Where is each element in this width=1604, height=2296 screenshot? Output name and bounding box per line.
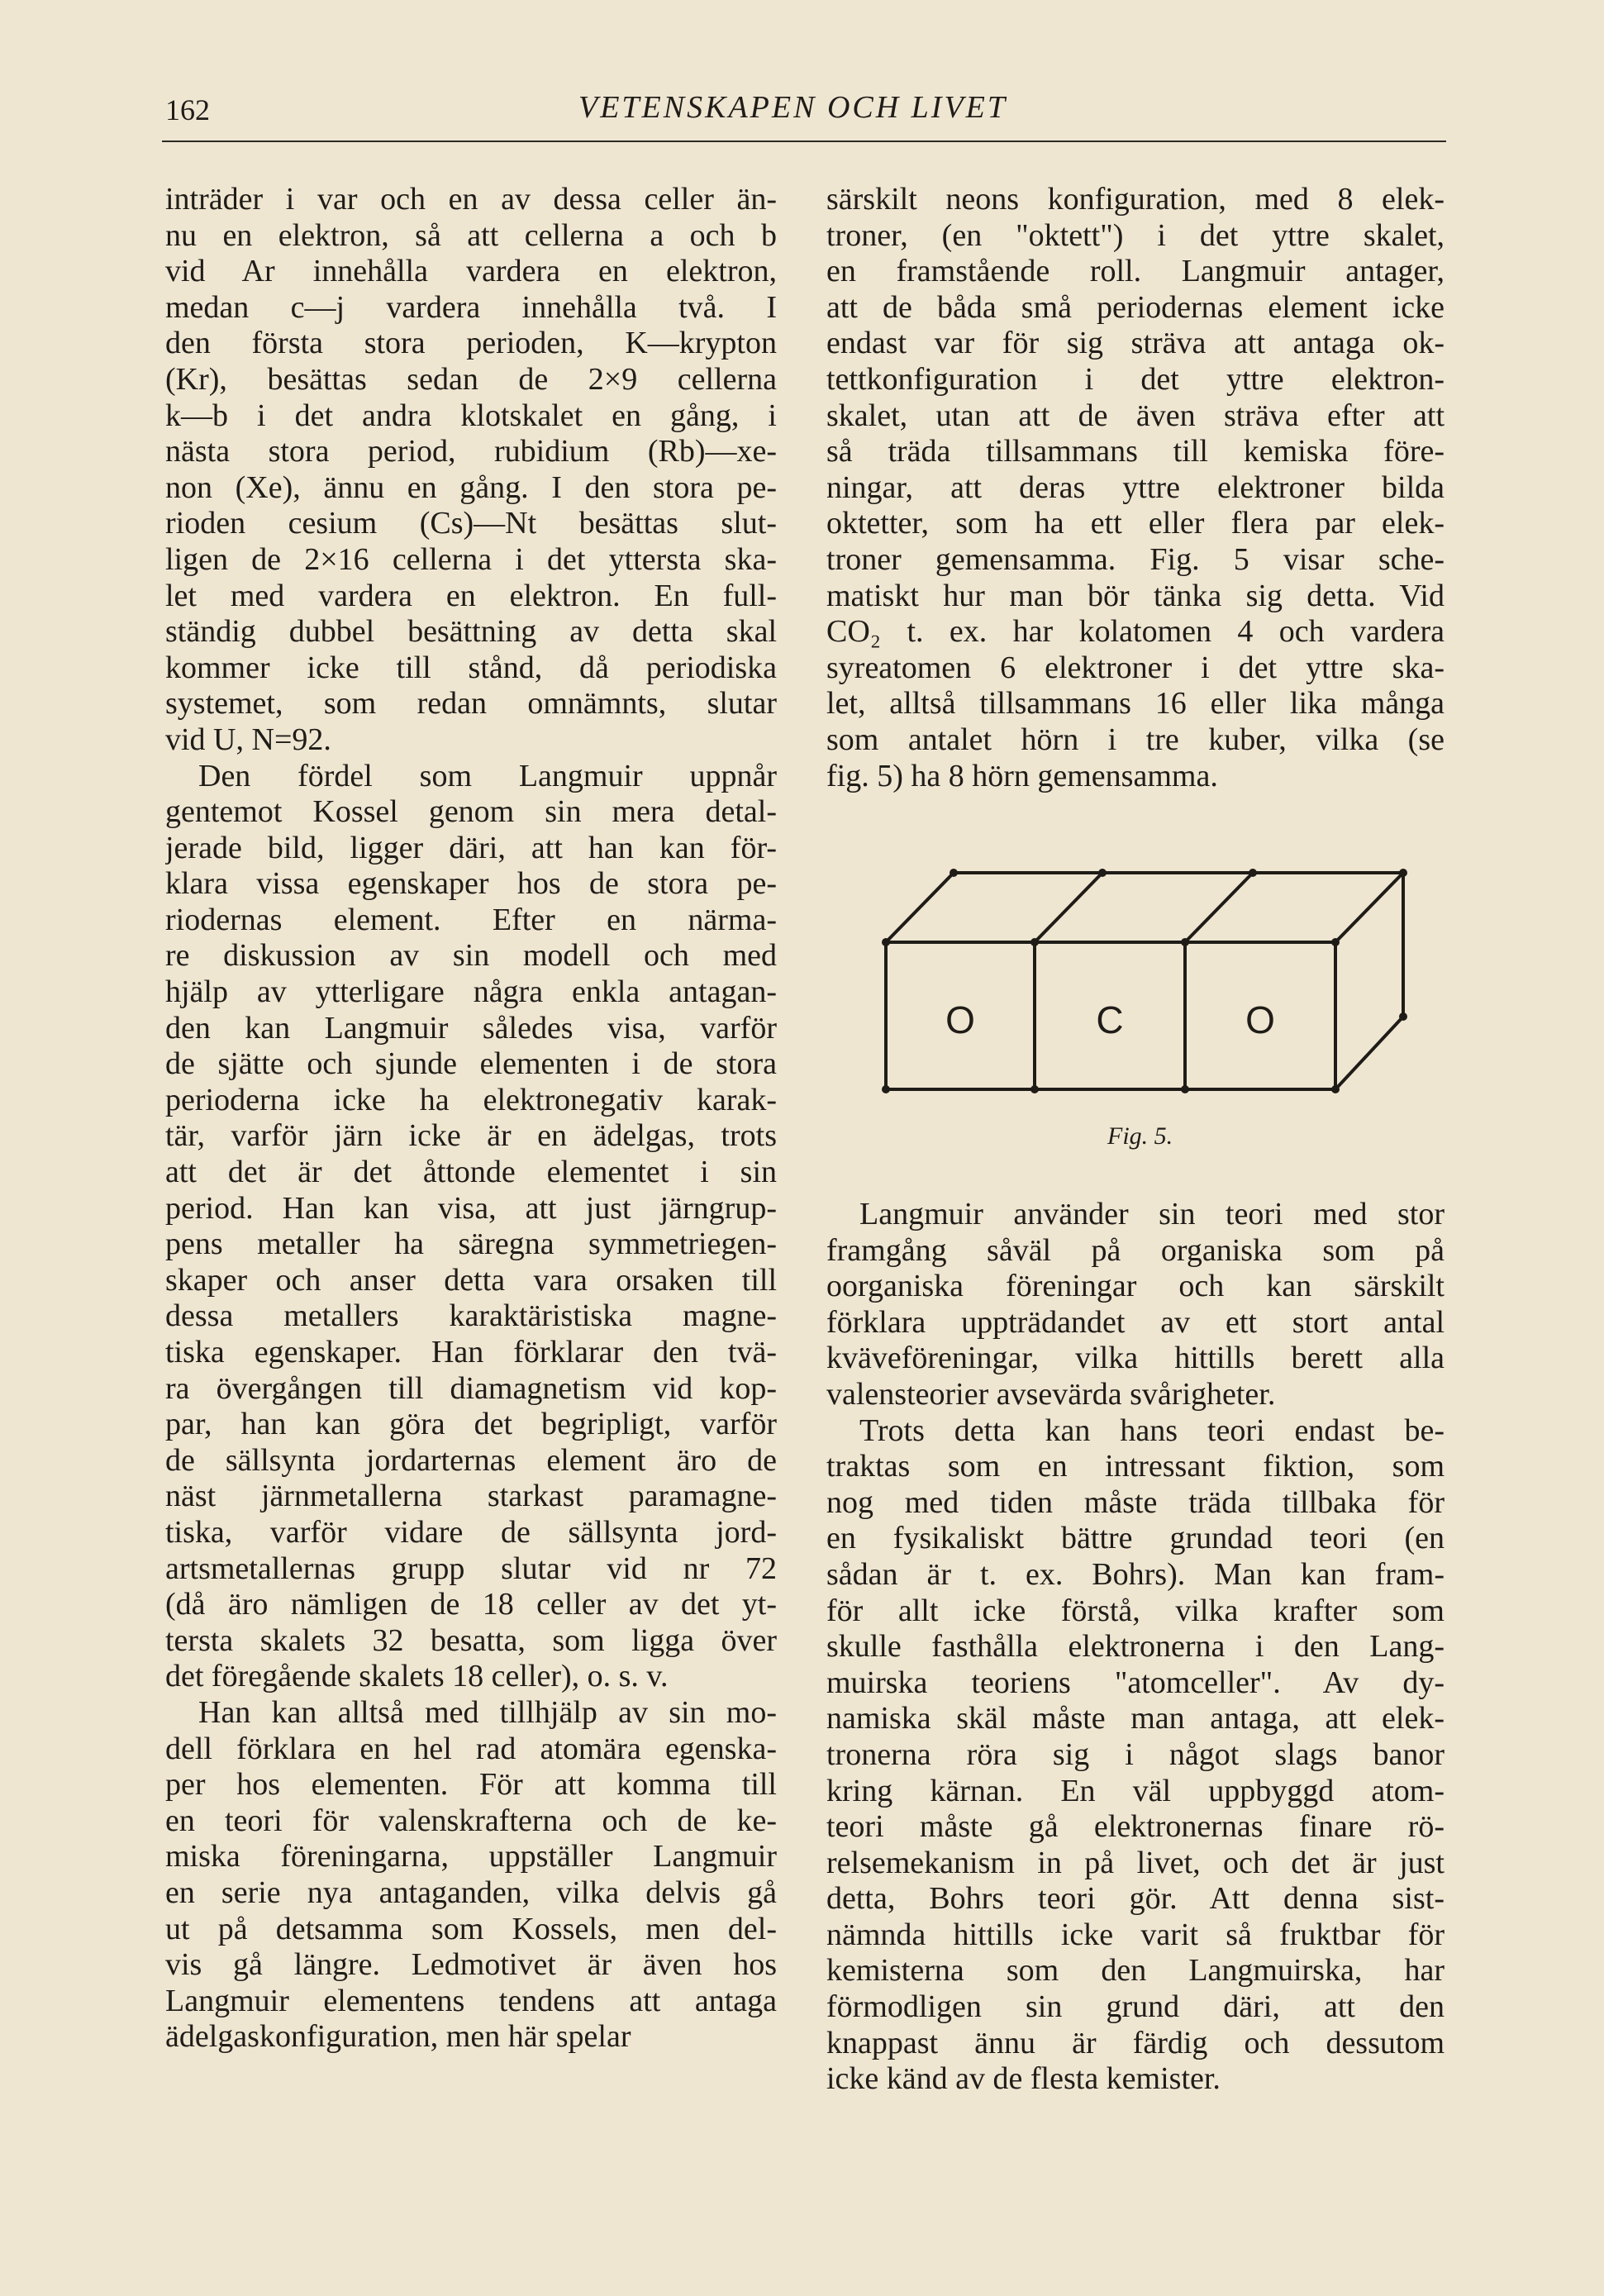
text-line: troner gemensamma. Fig. 5 visar sche- <box>826 541 1445 577</box>
text-line: tersta skalets 32 besatta, som ligga över <box>165 1622 777 1658</box>
text-line: tiska egenskaper. Han förklarar den tvä- <box>165 1335 777 1370</box>
text-line: kommer icke till stånd, då periodiska <box>165 650 777 685</box>
text-line: knappast ännu är färdig och dessutom <box>826 2025 1445 2060</box>
text-line: Trots detta kan hans teori endast be- <box>859 1412 1445 1448</box>
text-line: den första stora perioden, K—krypton <box>165 326 777 361</box>
running-title: VETENSKAPEN OCH LIVET <box>578 90 1008 125</box>
text-line: ra övergången till diamagnetism vid kop- <box>165 1370 777 1406</box>
text-line: icke känd av de flesta kemister. <box>826 2061 1221 2097</box>
text-line: sådan är t. ex. Bohrs). Man kan fram- <box>826 1556 1445 1592</box>
text-line: (då äro nämligen de 18 celler av det yt- <box>165 1587 777 1622</box>
text-line: ligen de 2×16 cellerna i det yttersta ska- <box>165 541 777 577</box>
text-line: oorganiska föreningar och kan särskilt <box>826 1269 1445 1304</box>
text-line: tronerna röra sig i något slags banor <box>826 1736 1445 1772</box>
right-column-top <box>826 182 1445 794</box>
text-line: skaper och anser detta vara orsaken till <box>165 1262 777 1298</box>
text-line: pens metaller ha säregna symmetriegen- <box>165 1227 777 1262</box>
text-line: inträder i var och en av dessa celler än- <box>165 182 777 217</box>
text-line: ut på detsamma som Kossels, men del- <box>165 1911 777 1946</box>
text-line: att det är det åttonde elementet i sin <box>165 1155 777 1190</box>
left-column <box>165 182 777 2055</box>
text-line: skulle fasthålla elektronerna i den Lang- <box>826 1629 1445 1665</box>
text-line: tiska, varför vidare de sällsynta jord- <box>165 1514 777 1550</box>
text-line: miska föreningarna, uppställer Langmuir <box>165 1839 777 1874</box>
text-line: nästa stora period, rubidium (Rb)—xe- <box>165 434 777 469</box>
text-line: skalet, utan att de även sträva efter att <box>826 398 1445 433</box>
text-line: relsemekanism in på livet, och det är just <box>826 1845 1445 1880</box>
text-line: dessa metallers karaktäristiska magne- <box>165 1298 777 1334</box>
text-line: Langmuir elementens tendens att antaga <box>165 1983 777 2018</box>
figure-caption: Fig. 5. <box>1107 1122 1173 1150</box>
text-line: vid U, N=92. <box>165 722 331 757</box>
text-line: näst järnmetallerna starkast paramagne- <box>165 1479 777 1514</box>
text-line: kemisterna som den Langmuirska, har <box>826 1953 1445 1989</box>
text-line: dell förklara en hel rad atomära egenska- <box>165 1731 777 1766</box>
text-line: en teori för valenskrafterna och de ke- <box>165 1803 777 1838</box>
text-line: medan c—j vardera innehålla två. I <box>165 289 777 325</box>
text-line: troner, (en "oktett") i det yttre skalet, <box>826 217 1445 253</box>
text-line: tettkonfiguration i det yttre elektron- <box>826 361 1445 397</box>
text-line: så träda tillsammans till kemiska före- <box>826 434 1445 469</box>
text-line: kring kärnan. En väl uppbyggd atom- <box>826 1773 1445 1808</box>
text-line: CO₂ t. ex. har kolatomen 4 och vardera <box>826 614 1445 650</box>
text-line: nog med tiden måste träda tillbaka för <box>826 1484 1445 1520</box>
text-line: Langmuir använder sin teori med stor <box>859 1197 1445 1231</box>
figure-5 <box>868 860 1413 1108</box>
text-line: k—b i det andra klotskalet en gång, i <box>165 398 777 433</box>
text-line: Den fördel som Langmuir uppnår <box>198 758 777 793</box>
text-line: det föregående skalets 18 celler), o. s. v. <box>165 1659 669 1694</box>
text-line: oktetter, som ha ett eller flera par elek- <box>826 506 1445 541</box>
text-line: endast var för sig sträva att antaga ok- <box>826 326 1445 361</box>
text-line: för allt icke förstå, vilka krafter som <box>826 1593 1445 1628</box>
text-line: fig. 5) ha 8 hörn gemensamma. <box>826 758 1218 793</box>
text-line: en framstående roll. Langmuir antager, <box>826 254 1445 289</box>
text-line: muirska teoriens "atomceller". Av dy- <box>826 1665 1445 1700</box>
text-line: (Kr), besättas sedan de 2×9 cellerna <box>165 361 777 397</box>
text-line: nu en elektron, så att cellerna a och b <box>165 217 777 253</box>
text-line: hjälp av ytterligare några enkla antagan- <box>165 974 777 1010</box>
text-line: teori måste gå elektronernas finare rö- <box>826 1809 1445 1845</box>
text-line: vid Ar innehålla vardera en elektron, <box>165 254 777 289</box>
cube-label-carbon: C <box>1096 998 1124 1041</box>
text-line: en serie nya antaganden, vilka delvis gå <box>165 1874 777 1910</box>
text-line: gentemot Kossel genom sin mera detal- <box>165 794 777 830</box>
text-line: förmodligen sin grund däri, att den <box>826 1989 1445 2025</box>
text-line: Han kan alltså med tillhjälp av sin mo- <box>198 1694 777 1730</box>
text-line: som antalet hörn i tre kuber, vilka (se <box>826 722 1445 757</box>
text-line: systemet, som redan omnämnts, slutar <box>165 686 777 722</box>
text-line: den kan Langmuir således visa, varför <box>165 1010 777 1046</box>
text-line: tär, varför järn icke är en ädelgas, trots <box>165 1118 777 1154</box>
text-line: att de båda små periodernas element icke <box>826 289 1445 325</box>
text-line: en fysikaliskt bättre grundad teori (en <box>826 1521 1445 1556</box>
text-line: kväveföreningar, vilka hittills berett alla <box>826 1341 1445 1376</box>
text-line: ningar, att deras yttre elektroner bilda <box>826 469 1445 505</box>
text-line: let med vardera en elektron. En full- <box>165 578 777 613</box>
text-line: namiska skäl måste man antaga, att elek- <box>826 1701 1445 1736</box>
text-line: re diskussion av sin modell och med <box>165 938 777 974</box>
text-line: per hos elementen. För att komma till <box>165 1767 777 1803</box>
right-column-bottom <box>826 1197 1445 2098</box>
text-line: traktas som en intressant fiktion, som <box>826 1449 1445 1484</box>
text-line: ädelgaskonfiguration, men här spelar <box>165 2019 631 2055</box>
text-line: ständig dubbel besättning av detta skal <box>165 614 777 650</box>
text-line: period. Han kan visa, att just järngrup- <box>165 1190 777 1226</box>
text-line: valensteorier avsevärda svårigheter. <box>826 1376 1276 1412</box>
text-line: framgång såväl på organiska som på <box>826 1232 1445 1268</box>
text-line: let, alltså tillsammans 16 eller lika många <box>826 686 1445 722</box>
text-line: särskilt neons konfiguration, med 8 elek- <box>826 182 1445 217</box>
cube-label-oxygen-left: O <box>945 998 975 1041</box>
text-line: detta, Bohrs teori gör. Att denna sist- <box>826 1881 1445 1917</box>
text-line: riodernas element. Efter en närma- <box>165 902 777 937</box>
cube-label-oxygen-right: O <box>1245 998 1275 1041</box>
text-line: de sjätte och sjunde elementen i de stora <box>165 1046 777 1082</box>
header-rule <box>162 141 1446 142</box>
text-line: perioderna icke ha elektronegativ karak- <box>165 1082 777 1117</box>
page-number: 162 <box>165 93 210 126</box>
text-line: jerade bild, ligger däri, att han kan för- <box>165 830 777 865</box>
text-line: nämnda hittills icke varit så fruktbar för <box>826 1917 1445 1952</box>
three-cubes-diagram <box>868 860 1413 1108</box>
text-line: matiskt hur man bör tänka sig detta. Vid <box>826 578 1445 613</box>
text-line: artsmetallernas grupp slutar vid nr 72 <box>165 1551 777 1586</box>
text-line: syreatomen 6 elektroner i det yttre ska- <box>826 650 1445 685</box>
text-line: par, han kan göra det begripligt, varför <box>165 1407 777 1442</box>
text-line: de sällsynta jordarternas element äro de <box>165 1442 777 1478</box>
text-line: rioden cesium (Cs)—Nt besättas slut- <box>165 506 777 541</box>
text-line: klara vissa egenskaper hos de stora pe- <box>165 866 777 902</box>
text-line: non (Xe), ännu en gång. I den stora pe- <box>165 469 777 505</box>
text-line: förklara uppträdandet av ett stort antal <box>826 1304 1445 1340</box>
text-line: vis gå längre. Ledmotivet är även hos <box>165 1947 777 1983</box>
